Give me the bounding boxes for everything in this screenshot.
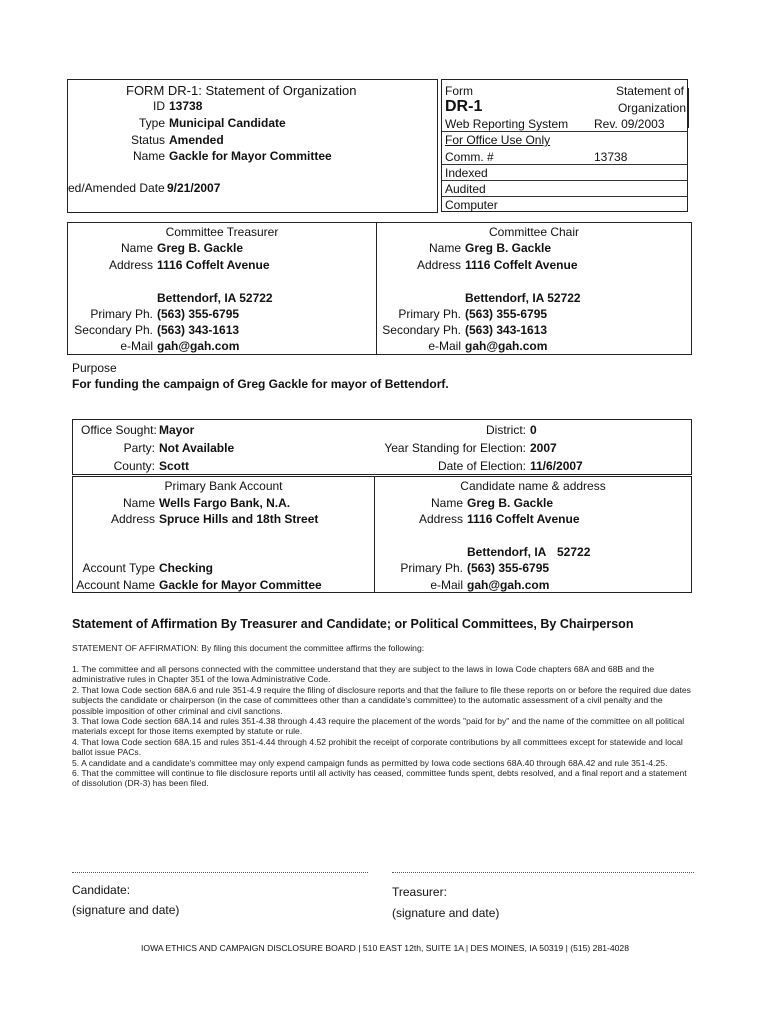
treasurer-primary-label: Primary Ph. <box>90 307 153 321</box>
candidate-primary-label: Primary Ph. <box>400 561 463 575</box>
office-use-label: For Office Use Only <box>445 133 551 147</box>
bank-name: Wells Fargo Bank, N.A. <box>159 496 291 510</box>
treasurer-city: Bettendorf, IA 52722 <box>157 291 273 305</box>
status-value: Amended <box>169 133 224 147</box>
amended-date-value: 9/21/2007 <box>167 181 221 195</box>
year-value: 2007 <box>530 441 557 455</box>
district-label: District: <box>486 423 526 437</box>
affirmation-item: 1. The committee and all persons connected with the committee understand that they are subject to the laws in Iowa Code chapters 68A and 68B and the administrative rules in Chapter 351 of the Iowa Administrative Code. <box>72 664 655 685</box>
candidate-zip: 52722 <box>557 545 591 559</box>
treasurer-primary: (563) 355-6795 <box>157 307 240 321</box>
bank-candidate-box <box>72 476 692 593</box>
affirmation-item: 6. That the committee will continue to file disclosure reports until all activity has ceased, committee funds spent, debts resolved, and a final report and a statement of dissolution (DR-3) has been filed. <box>72 768 687 789</box>
affirmation-title: Statement of Affirmation By Treasurer and Candidate; or Political Committees, By Chairperson <box>72 617 634 631</box>
candidate-signature-label: Candidate: <box>72 883 131 897</box>
bank-address: Spruce Hills and 18th Street <box>159 512 319 526</box>
treasurer-heading: Committee Treasurer <box>165 225 279 239</box>
revision-label: Rev. 09/2003 <box>594 117 665 131</box>
candidate-address-label: Address <box>418 512 463 526</box>
district-value: 0 <box>530 423 537 437</box>
chair-address: 1116 Coffelt Avenue <box>465 258 578 272</box>
affirmation-intro: STATEMENT OF AFFIRMATION: By filing this document the committee affirms the following: <box>72 643 425 653</box>
computer-label: Computer <box>445 198 498 212</box>
treasurer-secondary: (563) 343-1613 <box>157 323 240 337</box>
web-reporting-label: Web Reporting System <box>445 117 569 131</box>
treasurer-name: Greg B. Gackle <box>157 241 244 255</box>
affirmation-item: 3. That Iowa Code section 68A.14 and rules 351-4.38 through 4.43 require the placement of the words "paid for by" and the name of the committee on all political materials except for those items exempted by statute or rule. <box>72 716 685 737</box>
party-value: Not Available <box>159 441 235 455</box>
comm-label: Comm. # <box>445 150 494 164</box>
audited-label: Audited <box>445 182 486 196</box>
chair-address-label: Address <box>416 258 461 272</box>
statement-of-label: Statement of <box>615 84 684 98</box>
chair-email-label: e-Mail <box>428 339 461 353</box>
chair-primary: (563) 355-6795 <box>465 307 548 321</box>
candidate-signature-sub: (signature and date) <box>72 903 180 917</box>
name-label: Name <box>132 149 165 163</box>
footer-text: IOWA ETHICS AND CAMPAIGN DISCLOSURE BOARD | 510 EAST 12th, SUITE 1A | DES MOINES, IA 50319 | (515) 281-4028 <box>141 943 629 953</box>
candidate-email-label: e-Mail <box>430 578 463 592</box>
treasurer-signature-line[interactable] <box>392 872 694 873</box>
account-name: Gackle for Mayor Committee <box>159 578 322 592</box>
type-value: Municipal Candidate <box>169 116 286 130</box>
chair-email: gah@gah.com <box>465 339 548 353</box>
organization-label: Organization <box>617 101 686 115</box>
candidate-signature-line[interactable] <box>72 872 368 873</box>
county-value: Scott <box>159 459 189 473</box>
treasurer-signature-sub: (signature and date) <box>392 906 500 920</box>
bank-address-label: Address <box>110 512 155 526</box>
amended-date-label: ed/Amended Date <box>68 181 165 195</box>
candidate-primary: (563) 355-6795 <box>467 561 550 575</box>
form-title: FORM DR-1: Statement of Organization <box>126 83 357 98</box>
treasurer-address: 1116 Coffelt Avenue <box>157 258 270 272</box>
type-label: Type <box>138 116 165 130</box>
treasurer-name-label: Name <box>120 241 153 255</box>
treasurer-address-label: Address <box>108 258 153 272</box>
chair-city: Bettendorf, IA 52722 <box>465 291 581 305</box>
id-label: ID <box>153 99 165 113</box>
account-type: Checking <box>159 561 214 575</box>
bank-heading: Primary Bank Account <box>164 479 283 493</box>
affirmation-item: 2. That Iowa Code section 68A.6 and rule 351-4.9 require the filing of disclosure reports and that the failure to file these reports on or before the required due dates subjects the candidate or chairperson (in the case of committees other than a candidate's committee) to the automatic assessment of a civil penalty and the possible imposition of other criminal and civil sanctions. <box>72 684 691 716</box>
party-label: Party: <box>123 441 155 455</box>
purpose-text: For funding the campaign of Greg Gackle for mayor of Bettendorf. <box>72 377 449 391</box>
treasurer-email: gah@gah.com <box>157 339 240 353</box>
year-label: Year Standing for Election: <box>384 441 526 455</box>
election-date-label: Date of Election: <box>437 459 526 473</box>
office-sought-value: Mayor <box>159 423 195 437</box>
candidate-city: Bettendorf, IA <box>467 545 547 559</box>
chair-name: Greg B. Gackle <box>465 241 552 255</box>
account-type-label: Account Type <box>82 561 155 575</box>
treasurer-signature-label: Treasurer: <box>392 885 447 899</box>
chair-name-label: Name <box>428 241 461 255</box>
candidate-address: 1116 Coffelt Avenue <box>467 512 580 526</box>
name-value: Gackle for Mayor Committee <box>169 149 332 163</box>
affirmation-list <box>72 664 694 789</box>
comm-value: 13738 <box>594 150 628 164</box>
status-label: Status <box>130 133 165 147</box>
form-code: DR-1 <box>445 98 483 115</box>
indexed-label: Indexed <box>445 166 488 180</box>
chair-secondary-label: Secondary Ph. <box>382 323 461 337</box>
county-label: County: <box>113 459 155 473</box>
id-value: 13738 <box>169 99 203 113</box>
office-sought-label: Office Sought: <box>81 423 157 437</box>
chair-heading: Committee Chair <box>488 225 580 239</box>
chair-primary-label: Primary Ph. <box>398 307 461 321</box>
affirmation-item: 4. That Iowa Code section 68A.15 and rules 351-4.44 through 4.52 prohibit the receipt of corporate contributions by all committees except for statewide and local ballot issue PACs. <box>72 736 683 758</box>
treasurer-email-label: e-Mail <box>120 339 153 353</box>
candidate-heading: Candidate name & address <box>460 479 606 493</box>
candidate-name: Greg B. Gackle <box>467 496 554 510</box>
candidate-name-label: Name <box>430 496 463 510</box>
purpose-label: Purpose <box>72 361 117 375</box>
form-label: Form <box>445 84 473 98</box>
affirmation-item: 5. A candidate and a candidate's committee may only expend campaign funds as permitted by Iowa code sections 68A.40 through 68A.42 and rule 351-4.25. <box>72 757 668 768</box>
account-name-label: Account Name <box>76 578 155 592</box>
candidate-email: gah@gah.com <box>467 578 550 592</box>
bank-name-label: Name <box>122 496 155 510</box>
chair-secondary: (563) 343-1613 <box>465 323 548 337</box>
treasurer-secondary-label: Secondary Ph. <box>74 323 153 337</box>
election-date-value: 11/6/2007 <box>530 459 583 473</box>
